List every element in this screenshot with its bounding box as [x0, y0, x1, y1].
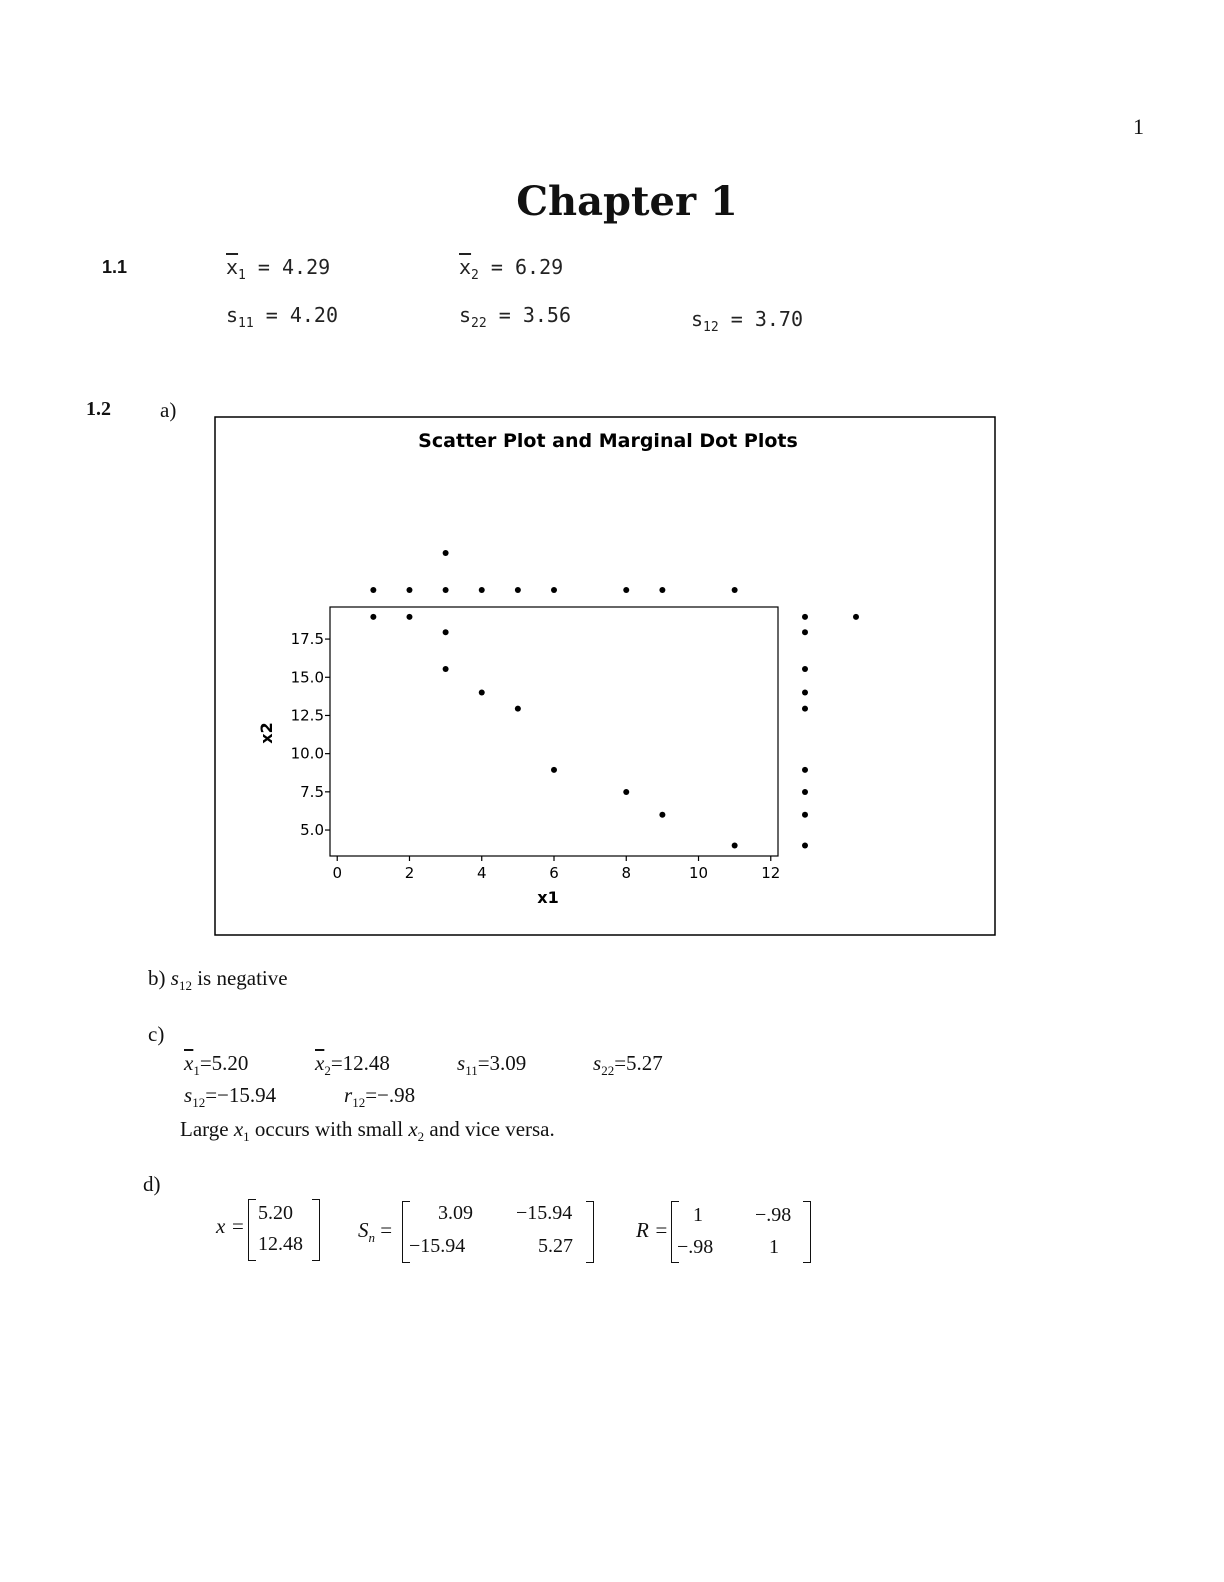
x-tick-label: 2: [404, 864, 415, 882]
y-tick-label: 7.5: [300, 782, 324, 801]
y-tick-label: 17.5: [290, 630, 324, 649]
part-b: [148, 966, 288, 994]
plot-area: [330, 607, 778, 856]
y-tick-label: 12.5: [290, 706, 324, 725]
scatter-points: [370, 614, 737, 849]
xbar-cell-1: 12.48: [258, 1233, 303, 1255]
y-tick-label: 10.0: [290, 744, 324, 763]
c-s11-sub: 11: [465, 1063, 478, 1078]
s12-value: = 3.70: [730, 307, 803, 331]
scatter-point: [551, 767, 557, 773]
c-sentence-v2: x: [408, 1117, 418, 1141]
right-bracket: [312, 1199, 320, 1261]
scatter-point: [443, 629, 449, 635]
c-x1bar-symbol: $\overline{x}$: [184, 1051, 194, 1075]
c-x1bar: [184, 1051, 248, 1079]
marginal-dot-x2: [802, 666, 808, 672]
c-s11-symbol: s: [457, 1051, 466, 1075]
scatter-point: [370, 614, 376, 620]
c-r12-sub: 12: [352, 1095, 366, 1110]
x-tick-label: 10: [688, 864, 709, 882]
scatter-point: [732, 842, 738, 848]
marginal-dot-x2: [802, 767, 808, 773]
marginal-dot-x2: [802, 842, 808, 848]
sn-cell-1-1: 5.27: [538, 1235, 573, 1257]
marginal-dot-x1: [623, 587, 629, 593]
s11-sub: 11: [238, 316, 254, 331]
chart-frame: [215, 417, 995, 935]
marginal-dot-x1: [659, 587, 665, 593]
x1bar-symbol: $\overline{x}$: [226, 255, 239, 279]
s22-sub: 22: [471, 316, 487, 331]
right-bracket: [586, 1201, 594, 1263]
s22-value: = 3.56: [498, 303, 571, 327]
scatter-point: [515, 706, 521, 712]
c-s12-symbol: s: [184, 1083, 193, 1107]
x-tick-label: 12: [761, 864, 781, 882]
x-axis: [332, 856, 780, 882]
c-s22-symbol: s: [593, 1051, 602, 1075]
part-b-sub: 12: [178, 978, 192, 993]
c-r12-value: =−.98: [365, 1083, 416, 1107]
sn-cell-1-0: −15.94: [409, 1235, 466, 1257]
chart-title: Scatter Plot and Marginal Dot Plots: [418, 430, 798, 452]
s12-symbol: s: [691, 307, 704, 331]
r-cell-0-0: 1: [693, 1204, 703, 1226]
marginal-dot-x1: [732, 587, 738, 593]
c-s11-value: =3.09: [477, 1051, 527, 1075]
part-d-label: d): [143, 1172, 161, 1196]
marginal-dot-x1: [370, 587, 376, 593]
c-s22: [593, 1051, 663, 1079]
y-axis-label: x2: [257, 722, 276, 744]
c-sentence-t2: occurs with small: [254, 1117, 404, 1141]
sn-cell-0-0: 3.09: [438, 1202, 473, 1224]
marginal-dot-x2: [802, 812, 808, 818]
scatter-point: [659, 812, 665, 818]
marginal-dot-x1: [515, 587, 521, 593]
x1bar-sub: 1: [238, 268, 246, 283]
part-a-label: a): [160, 398, 177, 422]
part-b-symbol: s: [170, 966, 179, 990]
s11-symbol: s: [226, 303, 239, 327]
xbar-cell-0: 5.20: [258, 1202, 293, 1224]
xbar-vector: [248, 1199, 320, 1261]
s12-sub: 12: [703, 320, 719, 335]
part-c-label: c): [148, 1022, 165, 1046]
sn-cell-0-1: −15.94: [516, 1202, 573, 1224]
scatter-point: [623, 789, 629, 795]
x2bar-symbol: $\overline{x}$: [459, 255, 472, 279]
x-tick-label: 4: [476, 864, 487, 882]
c-sentence: [180, 1117, 555, 1145]
marginal-dot-x1: [551, 587, 557, 593]
c-sentence-s1: 1: [243, 1129, 250, 1144]
x-tick-label: 8: [621, 864, 632, 882]
c-sentence-v1: x: [233, 1117, 244, 1141]
marginal-dot-x2: [853, 614, 859, 620]
c-sentence-t3: and vice versa.: [429, 1117, 555, 1141]
scatter-point: [443, 666, 449, 672]
marginal-dotplot-x2: [802, 614, 859, 849]
marginal-dotplot-x1: [370, 550, 737, 593]
c-s12: [184, 1083, 276, 1111]
d-sn-eq: =: [380, 1218, 393, 1242]
c-x2bar-value: =12.48: [330, 1051, 390, 1075]
d-sn-sub: n: [368, 1230, 375, 1245]
scatter-point: [479, 690, 485, 696]
c-x2bar-symbol: $\overline{x}$: [315, 1051, 325, 1075]
c-s22-value: =5.27: [614, 1051, 663, 1075]
c-s22-sub: 22: [601, 1063, 615, 1078]
marginal-dot-x1: [406, 587, 412, 593]
chapter-title: Chapter 1: [516, 178, 738, 225]
c-r12-symbol: r: [344, 1083, 353, 1107]
marginal-dot-x1: [443, 587, 449, 593]
d-sn-label: [358, 1218, 392, 1246]
part-b-text: is negative: [197, 966, 288, 990]
r-cell-1-0: −.98: [677, 1236, 714, 1258]
marginal-dot-x2: [802, 614, 808, 620]
c-r12: [344, 1083, 415, 1111]
d-r-label: R =: [636, 1218, 669, 1242]
marginal-dot-x1: [443, 550, 449, 556]
s22-symbol: s: [459, 303, 472, 327]
marginal-dot-x2: [802, 690, 808, 696]
r-cell-1-1: 1: [769, 1236, 779, 1258]
marginal-dot-x2: [802, 629, 808, 635]
x-tick-label: 6: [549, 864, 559, 882]
x2bar-sub: 2: [471, 268, 479, 283]
x1bar-value: = 4.29: [257, 255, 331, 279]
c-x2bar: [315, 1051, 390, 1079]
r-matrix: [671, 1201, 811, 1263]
c-s11: [457, 1051, 526, 1079]
x2bar-value: = 6.29: [490, 255, 564, 279]
marginal-dot-x2: [802, 789, 808, 795]
r-cell-0-1: −.98: [755, 1204, 792, 1226]
marginal-dot-x1: [479, 587, 485, 593]
x-tick-label: 0: [332, 864, 342, 882]
left-bracket: [248, 1199, 256, 1261]
c-sentence-t1: Large: [180, 1117, 229, 1141]
s11-value: = 4.20: [265, 303, 338, 327]
problem-1-1-label: 1.1: [102, 257, 128, 277]
c-sentence-s2: 2: [417, 1129, 425, 1144]
scatter-point: [406, 614, 412, 620]
y-tick-label: 5.0: [300, 821, 324, 840]
sn-matrix: [402, 1201, 594, 1263]
c-s12-sub: 12: [192, 1095, 206, 1110]
c-x2bar-sub: 2: [324, 1063, 331, 1078]
page-number: 1: [1133, 114, 1144, 139]
problem-1-2-label: 1.2: [86, 398, 111, 420]
y-axis: [291, 630, 330, 839]
c-s12-value: =−15.94: [205, 1083, 277, 1107]
y-tick-label: 15.0: [290, 668, 324, 687]
c-x1bar-value: =5.20: [199, 1051, 249, 1075]
x-axis-label: x1: [537, 888, 559, 907]
marginal-dot-x2: [802, 706, 808, 712]
d-xbar-label: x =: [216, 1214, 245, 1238]
d-sn-symbol: S: [358, 1218, 369, 1242]
c-x1bar-sub: 1: [193, 1063, 200, 1078]
part-b-label: b): [148, 966, 166, 990]
right-bracket: [803, 1201, 811, 1263]
